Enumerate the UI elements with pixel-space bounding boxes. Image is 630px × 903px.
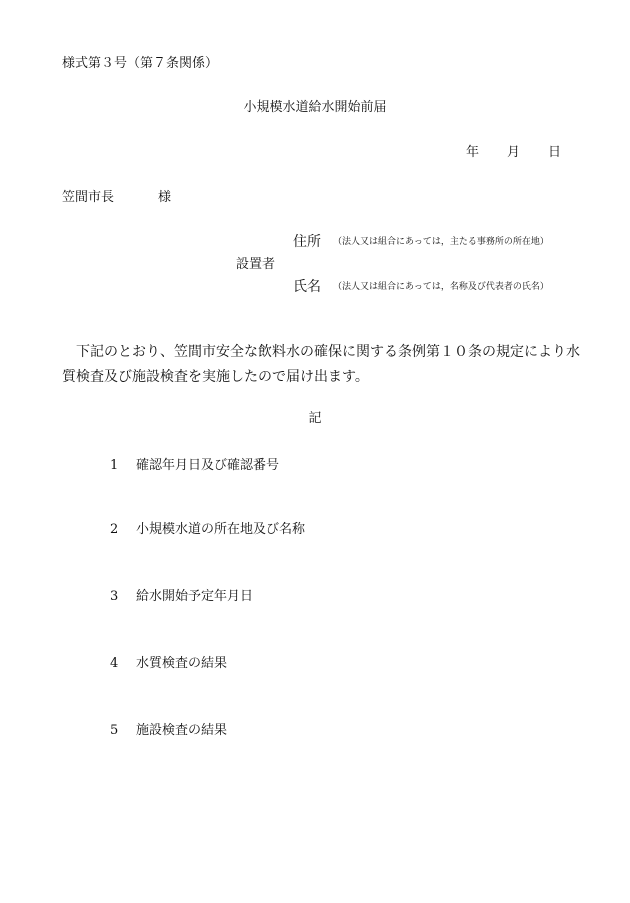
- addressee: [62, 186, 171, 205]
- item-label: 小規模水道の所在地及び名称: [136, 522, 306, 537]
- day-label: 日: [548, 145, 562, 160]
- list-item: [110, 719, 227, 738]
- form-number: 様式第３号（第７条関係）: [62, 56, 219, 71]
- year-label: 年: [466, 145, 480, 160]
- body-text: 下記のとおり、笠間市安全な飲料水の確保に関する条例第１０条の規定により水質検査及び施設検査を実施したので届け出ます。: [62, 344, 580, 385]
- list-item: [110, 454, 279, 473]
- addressee-honorific: 様: [158, 190, 172, 205]
- item-number: 5: [110, 723, 119, 738]
- list-item: [110, 652, 227, 671]
- name-label: 氏名: [293, 279, 321, 295]
- installer-label: 設置者: [236, 257, 276, 272]
- item-label: 施設検査の結果: [136, 723, 228, 738]
- name-note: （法人又は組合にあっては，名称及び代表者の氏名）: [333, 282, 549, 292]
- list-item: [110, 585, 253, 604]
- item-number: 3: [110, 589, 119, 604]
- document-title: 小規模水道給水開始前届: [243, 100, 387, 115]
- address-note: （法人又は組合にあっては，主たる事務所の所在地）: [333, 237, 549, 247]
- month-label: 月: [507, 145, 521, 160]
- addressee-name: 笠間市長: [62, 190, 115, 205]
- ki-heading: 記: [308, 411, 322, 426]
- item-label: 水質検査の結果: [136, 656, 228, 671]
- item-label: 給水開始予定年月日: [136, 589, 254, 604]
- date-line: [466, 141, 561, 160]
- item-number: 4: [110, 656, 119, 671]
- item-label: 確認年月日及び確認番号: [136, 458, 280, 473]
- address-label: 住所: [293, 234, 321, 250]
- item-number: 2: [110, 522, 119, 537]
- list-item: [110, 518, 305, 537]
- item-number: 1: [110, 458, 119, 473]
